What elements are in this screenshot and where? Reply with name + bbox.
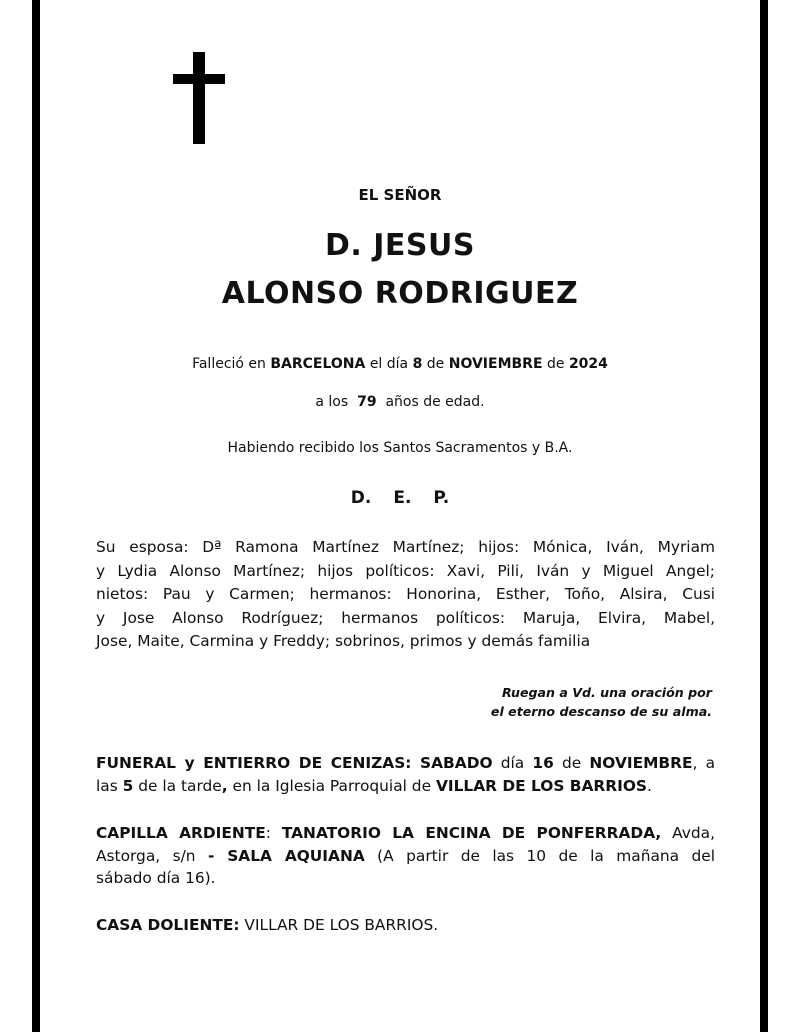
- deceased-name-line1: D. JESUS: [325, 228, 475, 263]
- family-list: [96, 536, 715, 654]
- family-line: y Jose Alonso Rodríguez; hermanos políticos: Maruja, Elvira, Mabel,: [96, 608, 715, 627]
- left-border: [32, 0, 40, 1032]
- death-statement: Falleció en BARCELONA el día 8 de NOVIEMBRE de 2024: [192, 356, 608, 372]
- honorific-title: EL SEÑOR: [358, 186, 442, 204]
- age-statement: a los 79 años de edad.: [315, 394, 485, 410]
- right-border: [760, 0, 768, 1032]
- sacraments-statement: Habiendo recibido los Santos Sacramentos y B.A.: [227, 440, 573, 456]
- chapel-details: CAPILLA ARDIENTE: TANATORIO LA ENCINA DE PONFERRADA, Avda, Astorga, s/n - SALA AQUIANA (A partir de las 10 de la mañana del sábado día 16).: [96, 824, 715, 887]
- family-line: Su esposa: Dª Ramona Martínez Martínez; hijos: Mónica, Iván, Myriam: [96, 538, 715, 556]
- mourning-house: CASA DOLIENTE: VILLAR DE LOS BARRIOS.: [96, 916, 439, 934]
- family-line: y Lydia Alonso Martínez; hijos políticos: Xavi, Pili, Iván y Miguel Angel;: [96, 561, 715, 580]
- deceased-name-line2: ALONSO RODRIGUEZ: [221, 276, 579, 311]
- funeral-details: FUNERAL y ENTIERRO DE CENIZAS: SABADO día 16 de NOVIEMBRE, a las 5 de la tarde, en la Iglesia Parroquial de VILLAR DE LOS BARRIOS.: [96, 754, 716, 795]
- prayer-request: Ruegan a Vd. una oración por el eterno descanso de su alma.: [490, 685, 712, 719]
- family-line: Jose, Maite, Carmina y Freddy; sobrinos, primos y demás familia: [96, 632, 591, 650]
- dep-initials: D. E. P.: [350, 488, 450, 508]
- latin-cross-icon: [173, 52, 225, 144]
- family-line: nietos: Pau y Carmen; hermanos: Honorina, Esther, Toño, Alsira, Cusi: [96, 585, 715, 603]
